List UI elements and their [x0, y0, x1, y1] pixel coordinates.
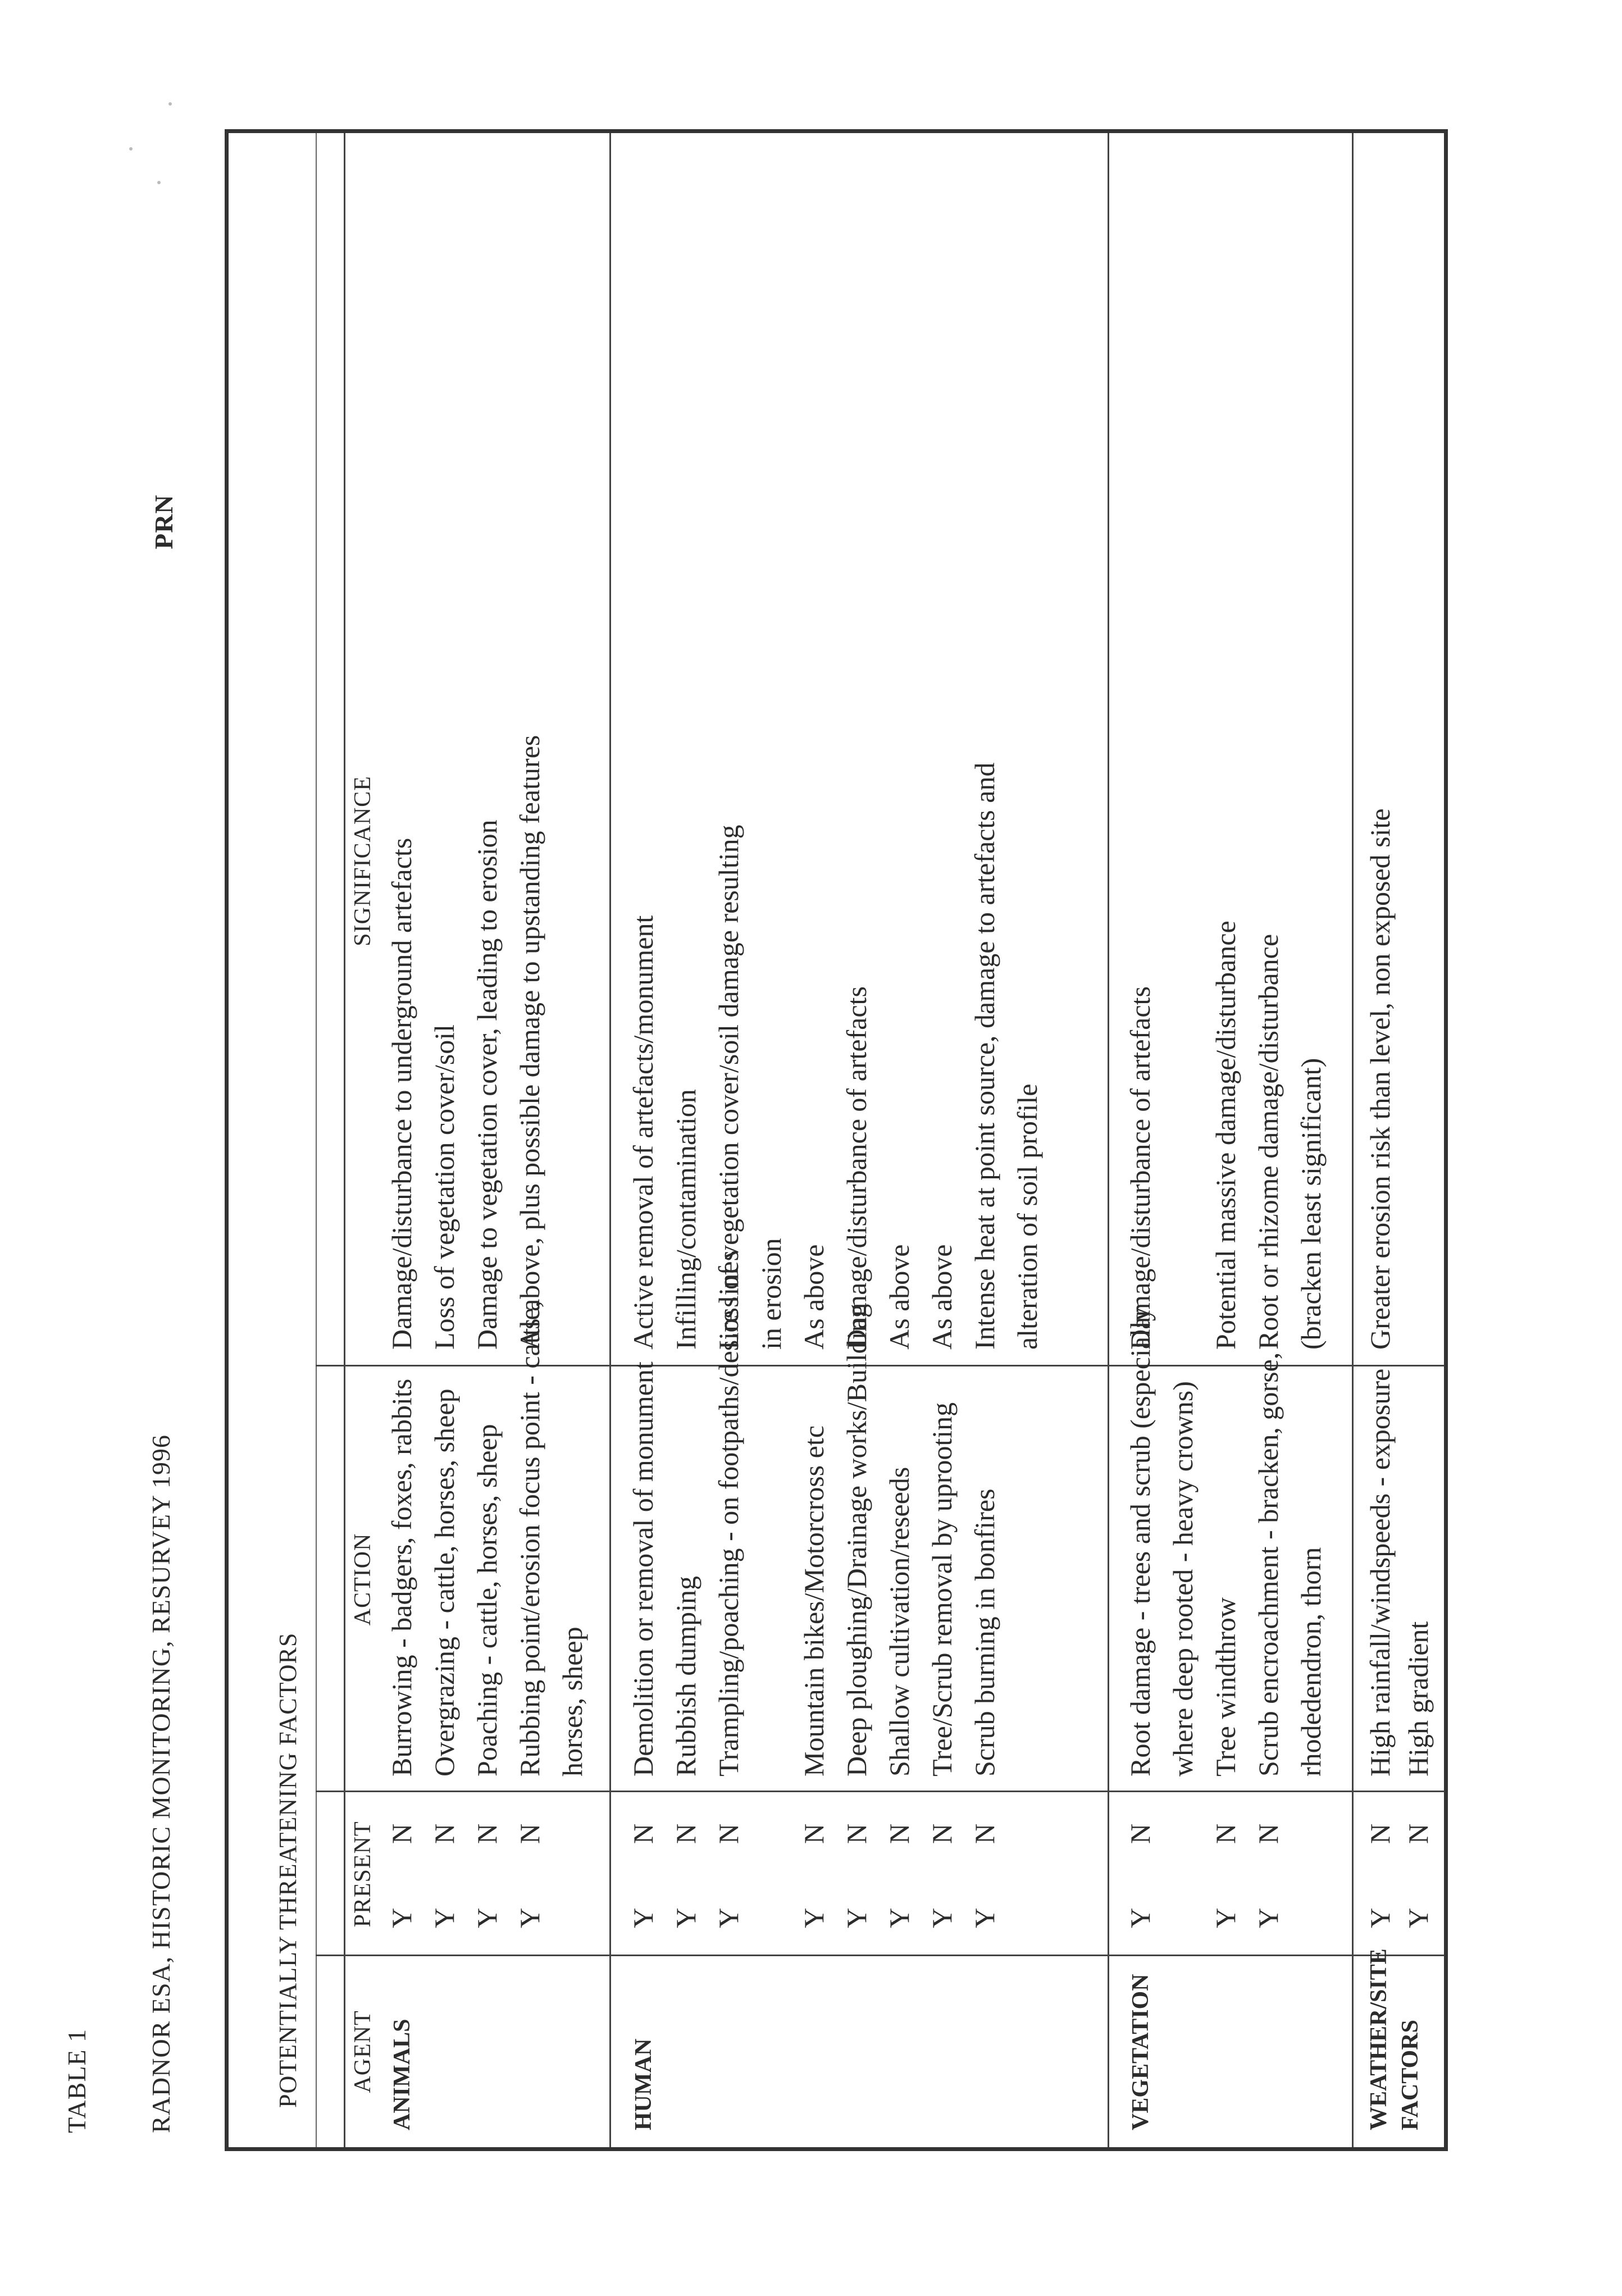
present-n: N: [883, 1823, 915, 1844]
action-text: Demolition or removal of monument: [627, 1361, 659, 1776]
action-text-cont: where deep rooted - heavy crowns): [1167, 1381, 1199, 1776]
present-y: Y: [926, 1907, 958, 1928]
present-y: Y: [1402, 1907, 1434, 1928]
action-text: Scrub burning in bonfires: [969, 1488, 1000, 1776]
col-header-significance: SIGNIFICANCE: [350, 776, 376, 946]
agent-weather-site: [1363, 1948, 1426, 2130]
present-n: N: [1210, 1823, 1241, 1844]
action-text: Poaching - cattle, horses, sheep: [471, 1424, 503, 1776]
agent-animals: ANIMALS: [389, 2019, 415, 2130]
scan-speck: [129, 147, 133, 151]
action-text: Overgrazing - cattle, horses, sheep: [429, 1388, 460, 1776]
present-n: N: [1402, 1823, 1434, 1844]
action-text: Deep ploughing/Drainage works/Building: [841, 1304, 872, 1776]
present-n: N: [1364, 1823, 1396, 1844]
significance-text: Intense heat at point source, damage to artefacts and: [969, 762, 1000, 1350]
action-text: Scrub encroachment - bracken, gorse,: [1252, 1352, 1284, 1776]
action-text: Burrowing - badgers, foxes, rabbits: [386, 1378, 417, 1776]
significance-text: Damage/disturbance of artefacts: [841, 986, 872, 1350]
significance-text-cont: (bracken least significant): [1295, 1058, 1327, 1350]
present-y: Y: [1252, 1907, 1284, 1928]
table-title: POTENTIALLY THREATENING FACTORS: [274, 1632, 302, 2108]
group-divider-3: [1352, 133, 1354, 2147]
col-header-action: ACTION: [350, 1533, 376, 1626]
header-divider: [344, 133, 345, 2147]
group-divider-1: [609, 133, 611, 2147]
present-y: Y: [713, 1907, 744, 1928]
significance-text: Greater erosion risk than level, non exposed site: [1364, 808, 1396, 1350]
present-y: Y: [798, 1907, 830, 1928]
threat-factors-table: [225, 129, 1448, 2151]
scan-speck: [157, 181, 161, 184]
present-n: N: [471, 1823, 503, 1844]
action-text: High rainfall/windspeeds - exposure: [1364, 1368, 1396, 1776]
scan-speck: [168, 102, 172, 106]
present-y: Y: [883, 1907, 915, 1928]
present-y: Y: [969, 1907, 1000, 1928]
significance-text: Active removal of artefacts/monument: [627, 915, 659, 1350]
significance-text: As above: [798, 1244, 830, 1350]
present-n: N: [841, 1823, 872, 1844]
present-y: Y: [1124, 1907, 1156, 1928]
significance-text: Damage/disturbance of artefacts: [1124, 986, 1156, 1350]
table-label: TABLE 1: [62, 2028, 91, 2133]
present-y: Y: [627, 1907, 659, 1928]
significance-text: Loss of vegetation cover/soil damage resulting: [713, 824, 744, 1350]
significance-text: As above: [883, 1244, 915, 1350]
col-header-present: PRESENT: [350, 1821, 376, 1928]
action-text: Trampling/poaching - on footpaths/desire lines: [713, 1250, 744, 1776]
present-y: Y: [429, 1907, 460, 1928]
action-text: Mountain bikes/Motorcross etc: [798, 1425, 830, 1776]
present-n: N: [627, 1823, 659, 1844]
significance-text: Damage to vegetation cover, leading to erosion: [471, 819, 503, 1350]
present-n: N: [429, 1823, 460, 1844]
significance-text: Potential massive damage/disturbance: [1210, 921, 1241, 1350]
col-header-agent: AGENT: [350, 2010, 376, 2093]
present-n: N: [514, 1823, 545, 1844]
significance-text: As above, plus possible damage to upstanding features: [514, 735, 545, 1350]
present-n: N: [798, 1823, 830, 1844]
present-n: N: [969, 1823, 1000, 1844]
col-line-1: [316, 1955, 1445, 1956]
significance-text: Damage/disturbance to underground artefacts: [386, 837, 417, 1350]
present-n: N: [713, 1823, 744, 1844]
significance-text-cont: in erosion: [755, 1238, 787, 1350]
significance-text: Infilling/contamination: [670, 1089, 701, 1350]
present-n: N: [1124, 1823, 1156, 1844]
action-text: Rubbish dumping: [670, 1576, 701, 1776]
action-text: Root damage - trees and scrub (especially: [1124, 1307, 1156, 1776]
col-line-2: [316, 1791, 1445, 1792]
action-text-cont: horses, sheep: [557, 1627, 588, 1776]
action-text: High gradient: [1402, 1621, 1434, 1776]
present-n: N: [670, 1823, 701, 1844]
significance-text: Root or rhizome damage/disturbance: [1252, 933, 1284, 1350]
present-n: N: [386, 1823, 417, 1844]
action-text: Shallow cultivation/reseeds: [883, 1466, 915, 1776]
agent-human: HUMAN: [631, 2038, 657, 2130]
prn-label: PRN: [149, 494, 178, 549]
present-y: Y: [1210, 1907, 1241, 1928]
action-text: Tree/Scrub removal by uprooting: [926, 1402, 958, 1776]
action-text: Rubbing point/erosion focus point - cattle,: [514, 1300, 545, 1776]
present-n: N: [926, 1823, 958, 1844]
action-text: Tree windthrow: [1210, 1597, 1241, 1776]
header-top-line: [316, 133, 317, 2147]
significance-text-cont: alteration of soil profile: [1012, 1083, 1043, 1350]
significance-text: Loss of vegetation cover/soil: [429, 1024, 460, 1350]
present-y: Y: [471, 1907, 503, 1928]
present-y: Y: [386, 1907, 417, 1928]
present-y: Y: [670, 1907, 701, 1928]
present-y: Y: [514, 1907, 545, 1928]
agent-weather-line-1: WEATHER/SITE: [1366, 1948, 1392, 2130]
agent-weather-line-2: FACTORS: [1397, 2020, 1423, 2130]
report-title: RADNOR ESA, HISTORIC MONITORING, RESURVEY 1996: [147, 1434, 175, 2133]
agent-vegetation: VEGETATION: [1128, 1974, 1154, 2130]
present-y: Y: [841, 1907, 872, 1928]
group-divider-2: [1108, 133, 1109, 2147]
action-text-cont: rhodedendron, thorn: [1295, 1547, 1327, 1776]
present-y: Y: [1364, 1907, 1396, 1928]
present-n: N: [1252, 1823, 1284, 1844]
significance-text: As above: [926, 1244, 958, 1350]
